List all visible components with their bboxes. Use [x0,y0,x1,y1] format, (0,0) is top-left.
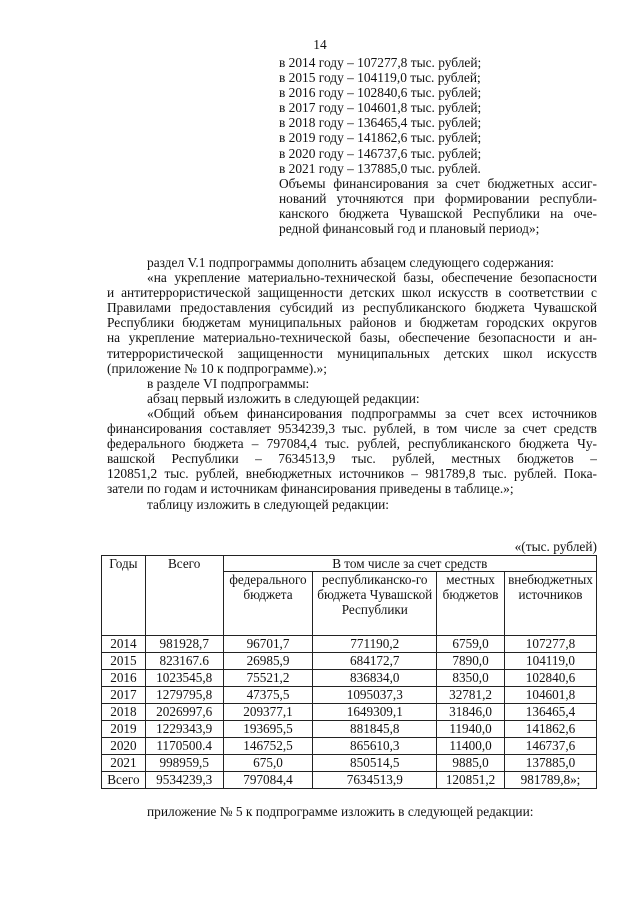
list-line: в 2021 году – 137885,0 тыс. рублей. [279,160,481,176]
header-republic: республиканско-го бюджета Чувашской Республики [313,572,437,636]
text-line: «Общий объем финансирования подпрограммы за счет всех источников [147,405,597,421]
table-cell: 11940,0 [437,721,505,738]
table-cell: 9534239,3 [145,772,223,789]
text-line: «на укрепление материально-технической базы, обеспечение безопасности [147,270,597,286]
table-unit-label: «(тыс. рублей) [514,539,597,554]
table-cell: 1279795,8 [145,687,223,704]
funding-by-year-list [279,55,597,236]
table-cell: 981928,7 [145,636,223,653]
table-cell: 146752,5 [223,738,313,755]
table-cell: 2014 [102,636,146,653]
table-row [102,704,597,721]
table-cell: 823167.6 [145,653,223,670]
table-cell: 797084,4 [223,772,313,789]
header-federal: федерального бюджета [223,572,313,636]
table-cell: 981789,8»; [504,772,596,789]
table-cell: 104119,0 [504,653,596,670]
table-cell: 47375,5 [223,687,313,704]
text-line: и антитеррористической защищенности детских школ искусств в соответствии с [107,285,597,301]
table-cell: 7890,0 [437,653,505,670]
text-line: абзац первый изложить в следующей редакции: [147,390,420,406]
text-line: титеррористической защищенности муниципальных детских школ искусств [107,345,597,361]
table-cell: 2020 [102,738,146,755]
table-cell: 1095037,3 [313,687,437,704]
text-line: затели по годам и источникам финансирования приведены в таблице.»; [107,481,514,497]
text-line: финансирования составляет 9534239,3 тыс. рублей, в том числе за счет средств [107,421,597,437]
table-cell: 32781,2 [437,687,505,704]
table-cell: 120851,2 [437,772,505,789]
table-row [102,687,597,704]
table-cell: 107277,8 [504,636,596,653]
table-cell: 684172,7 [313,653,437,670]
table-cell: 675,0 [223,755,313,772]
text-line: в разделе VI подпрограммы: [147,375,310,391]
header-years: Годы [102,556,146,636]
table-cell: 836834,0 [313,670,437,687]
table-cell: 193695,5 [223,721,313,738]
table-cell: 7634513,9 [313,772,437,789]
table-cell: 104601,8 [504,687,596,704]
list-line: в 2020 году – 146737,6 тыс. рублей; [279,145,482,161]
table-cell: 146737,6 [504,738,596,755]
list-line: в 2017 году – 104601,8 тыс. рублей; [279,100,482,116]
text-line: на укрепление материально-технической базы, обеспечение безопасности и ан- [107,330,597,346]
table-row [102,670,597,687]
text-line: (приложение № 10 к подпрограмме).»; [107,360,327,376]
list-line: в 2014 году – 107277,8 тыс. рублей; [279,55,482,70]
table-cell: 1023545,8 [145,670,223,687]
table-row [102,738,597,755]
amendment-text [107,255,597,512]
list-line: в 2015 году – 104119,0 тыс. рублей; [279,70,481,86]
table-row [102,636,597,653]
table-cell: 136465,4 [504,704,596,721]
table-cell: 2018 [102,704,146,721]
closing-line: приложение № 5 к подпрограмме изложить в следующей редакции: [147,804,534,819]
table-cell: 1170500.4 [145,738,223,755]
table-cell: 1649309,1 [313,704,437,721]
table-row [102,772,597,789]
text-line: федерального бюджета – 797084,4 тыс. рублей, республиканского бюджета Чу- [107,436,597,452]
table-cell: 31846,0 [437,704,505,721]
table-cell: Всего [102,772,146,789]
text-line: Республики бюджетам муниципальных районов и бюджетам городских округов [107,315,597,331]
table-cell: 96701,7 [223,636,313,653]
table-cell: 75521,2 [223,670,313,687]
text-line: таблицу изложить в следующей редакции: [147,496,390,512]
table-cell: 881845,8 [313,721,437,738]
list-line: в 2019 году – 141862,6 тыс. рублей; [279,130,482,146]
table-cell: 850514,5 [313,755,437,772]
page-number: 14 [313,37,327,52]
text-line: Правилами предоставления субсидий из республиканского бюджета Чувашской [107,300,597,316]
note-line: нований уточняются при формировании республи- [279,190,597,206]
table-cell: 11400,0 [437,738,505,755]
table-row [102,721,597,738]
note-line: редной финансовый год и плановый период»; [279,221,540,237]
header-local: местных бюджетов [437,572,505,636]
table-cell: 2021 [102,755,146,772]
note-line: Объемы финансирования за счет бюджетных ассиг- [279,175,597,191]
table-row [102,653,597,670]
table-cell: 2016 [102,670,146,687]
table-cell: 137885,0 [504,755,596,772]
table-cell: 2017 [102,687,146,704]
table-cell: 26985,9 [223,653,313,670]
table-cell: 141862,6 [504,721,596,738]
table-cell: 8350,0 [437,670,505,687]
table-cell: 2015 [102,653,146,670]
table-cell: 771190,2 [313,636,437,653]
table-row [102,755,597,772]
list-line: в 2018 году – 136465,4 тыс. рублей; [279,115,482,131]
text-line: 120851,2 тыс. рублей, внебюджетных источников – 981789,8 тыс. рублей. Пока- [107,466,597,482]
header-extra: внебюджетных источников [504,572,596,636]
header-total: Всего [145,556,223,636]
table-cell: 865610,3 [313,738,437,755]
text-line: вашской Республики – 7634513,9 тыс. рублей, местных бюджетов – [107,451,597,467]
funding-table [101,555,597,789]
table-cell: 2026997,6 [145,704,223,721]
table-cell: 998959,5 [145,755,223,772]
table-cell: 6759,0 [437,636,505,653]
table-cell: 209377,1 [223,704,313,721]
table-cell: 102840,6 [504,670,596,687]
note-line: канского бюджета Чувашской Республики на оче- [279,205,597,221]
list-line: в 2016 году – 102840,6 тыс. рублей; [279,85,482,101]
text-line: раздел V.1 подпрограммы дополнить абзацем следующего содержания: [147,255,554,270]
table-cell: 9885,0 [437,755,505,772]
table-cell: 1229343,9 [145,721,223,738]
table-cell: 2019 [102,721,146,738]
header-including: В том числе за счет средств [223,556,596,572]
